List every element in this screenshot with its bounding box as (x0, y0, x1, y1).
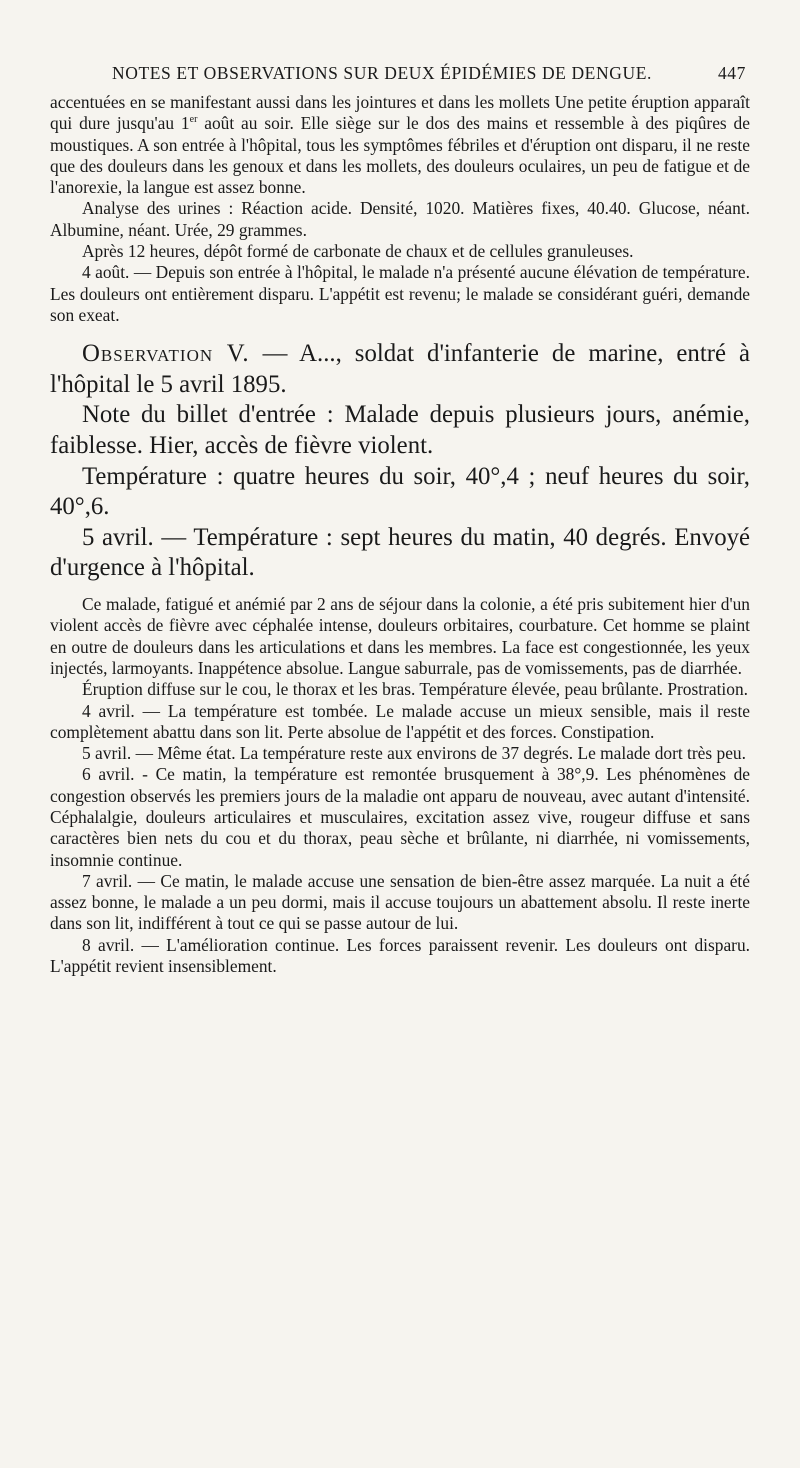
superscript-er: er (189, 114, 198, 126)
paragraph-eruption: Éruption diffuse sur le cou, le thorax et les bras. Température élevée, peau brûlante. Prostration. (82, 679, 749, 700)
paragraph-april-6: 6 avril. - Ce matin, la température est remontée brusquement à 38°,9. Les phénomènes de congestion observés les premiers jours de la maladie ont apparu de nouveau, avec autant d'intensité. Céphalalgie, douleurs articulaires et musculaires, excitation assez vive, rougeur diffuse et sans caractères bien nets du cou et du thorax, peau sèche et brûlante, ni diarrhée, ni vomissements, insomnie continue. (50, 764, 750, 870)
top-text-block (50, 92, 750, 326)
paragraph-august-4: 4 août. — Depuis son entrée à l'hôpital, le malade n'a présenté aucune élévation de température. Les douleurs ont entièrement disparu. L'appétit est revenu; le malade se considérant guéri, demande son exeat. (50, 262, 750, 325)
paragraph-deposit: Après 12 heures, dépôt formé de carbonate de chaux et de cellules granuleuses. (82, 241, 634, 262)
running-title: NOTES ET OBSERVATIONS SUR DEUX ÉPIDÉMIES DE DENGUE. (112, 63, 652, 83)
paragraph-april-5: 5 avril. — Même état. La température reste aux environs de 37 degrés. Le malade dort très peu. (82, 743, 746, 764)
observation-title: Observation V. — A..., soldat d'infanterie de marine, entré à l'hôpital le 5 avril 1895. (50, 340, 750, 398)
temperature-line: Température : quatre heures du soir, 40°,4 ; neuf heures du soir, 40°,6. (50, 462, 750, 521)
entry-note: Note du billet d'entrée : Malade depuis plusieurs jours, anémie, faiblesse. Hier, accès de fièvre violent. (50, 401, 750, 460)
april-5-line: 5 avril. — Température : sept heures du matin, 40 degrés. Envoyé d'urgence à l'hôpital. (50, 523, 750, 582)
observation-block (50, 339, 750, 584)
paragraph-continued: accentuées en se manifestant aussi dans les jointures et dans les mollets Une petite éruption apparaît qui dure jusqu'au 1er août au soir. Elle siège sur le dos des mains et ressemble à des piqûres de moustiques. A son entrée à l'hôpital, tous les symptômes fébriles et d'éruption ont disparu, il ne reste que des douleurs dans les genoux et dans les mollets, des douleurs oculaires, un peu de fatigue et de l'anorexie, la langue est assez bonne. (50, 92, 750, 198)
paragraph-april-8: 8 avril. — L'amélioration continue. Les forces paraissent revenir. Les douleurs ont disparu. L'appétit revient insensiblement. (50, 934, 750, 977)
paragraph-urine-analysis: Analyse des urines : Réaction acide. Densité, 1020. Matières fixes, 40.40. Glucose, néant. Albumine, néant. Urée, 29 grammes. (50, 198, 750, 240)
paragraph-april-7: 7 avril. — Ce matin, le malade accuse une sensation de bien-être assez marquée. La nuit a été assez bonne, le malade a un peu dormi, mais il accuse toujours un abattement absolu. Il reste inerte dans son lit, indifférent à tout ce qui se passe autour de lui. (50, 870, 750, 934)
paragraph-april-4: 4 avril. — La température est tombée. Le malade accuse un mieux sensible, mais il reste complètement abattu dans son lit. Perte absolue de l'appétit et des forces. Constipation. (50, 700, 750, 742)
bottom-text-block (50, 594, 750, 977)
paragraph-patient-description: Ce malade, fatigué et anémié par 2 ans de séjour dans la colonie, a été pris subitement hier d'un violent accès de fièvre avec céphalée intense, douleurs orbitaires, courbature. Cet homme se plaint en outre de douleurs dans les articulations et dans les membres. La face est congestionnée, les yeux injectés, larmoyants. Inappétence absolue. Langue saburrale, pas de vomissements, pas de diarrhée. (50, 594, 750, 678)
running-header (112, 62, 746, 92)
page-number: 447 (717, 63, 746, 83)
observation-label: Observation V. (82, 340, 250, 368)
